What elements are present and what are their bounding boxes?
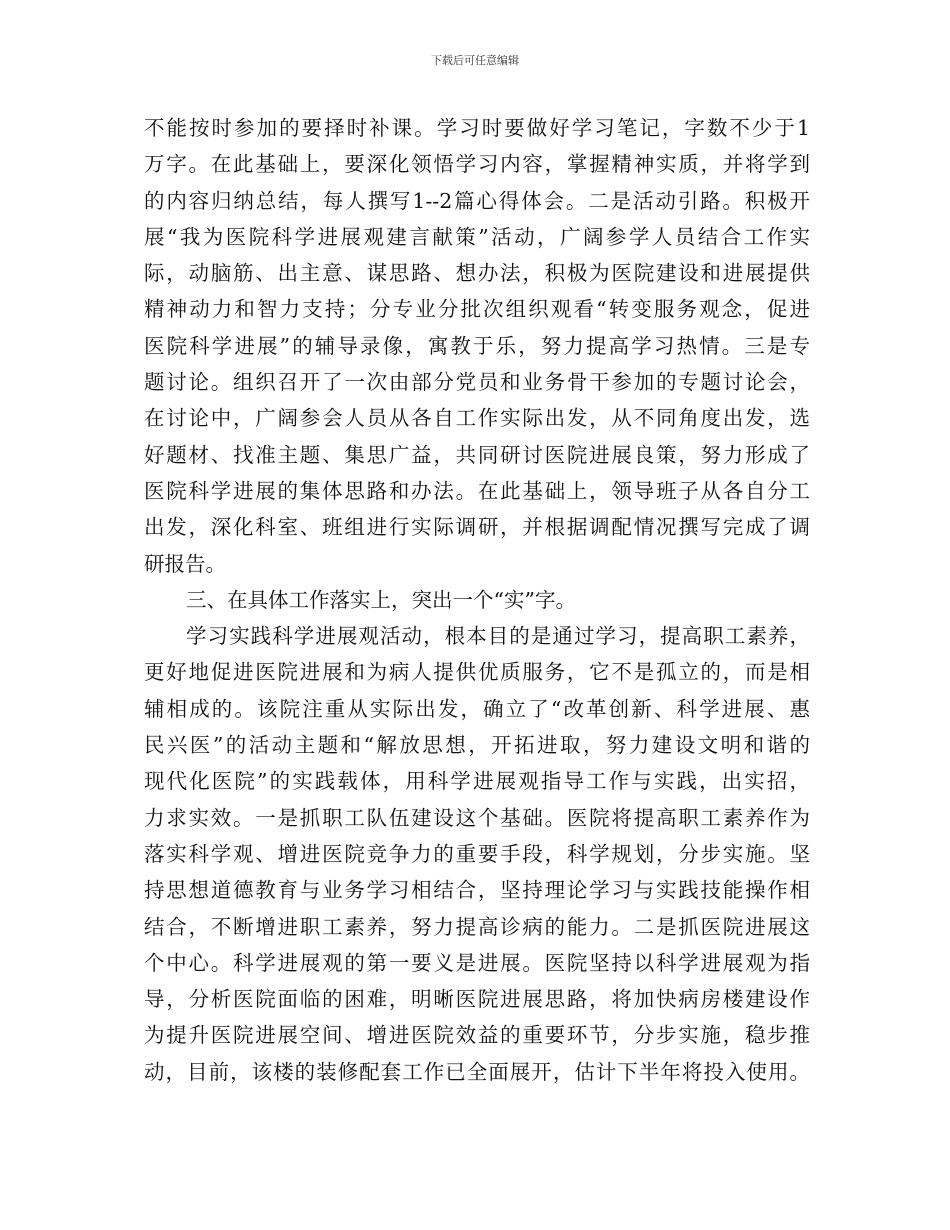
section-heading: 三、在具体工作落实上，突出一个“实”字。 (186, 587, 576, 612)
text-line: 辅相成的。该院注重从实际出发，确立了“改革创新、科学进展、惠 (144, 696, 810, 721)
text-line: 在讨论中，广阔参会人员从各自工作实际出发，从不同角度出发，选 (144, 406, 810, 431)
text-line: 学习实践科学进展观活动，根本目的是通过学习，提高职工素养， (186, 624, 810, 649)
text-line: 持思想道德教育与业务学习相结合，坚持理论学习与实践技能操作相 (144, 878, 810, 903)
text-line: 民兴医”的活动主题和“解放思想，开拓进取，努力建设文明和谐的 (144, 733, 810, 758)
text-line: 研报告。 (144, 551, 226, 576)
text-line: 医院科学进展的集体思路和办法。在此基础上，领导班子从各自分工 (144, 478, 810, 503)
text-line: 题讨论。组织召开了一次由部分党员和业务骨干参加的专题讨论会， (144, 370, 810, 395)
text-line: 万字。在此基础上，要深化领悟学习内容，掌握精神实质，并将学到 (144, 152, 810, 177)
text-line: 个中心。科学进展观的第一要义是进展。医院坚持以科学进展观为指 (144, 950, 810, 975)
text-line: 导，分析医院面临的困难，明晰医院进展思路，将加快病房楼建设作 (144, 987, 810, 1012)
page-header: 下载后可任意编辑 (431, 54, 519, 67)
text-line: 精神动力和智力支持；分专业分批次组织观看“转变服务观念，促进 (144, 297, 810, 322)
document-body (144, 110, 810, 1090)
text-line: 不能按时参加的要择时补课。学习时要做好学习笔记，字数不少于1 (144, 116, 810, 140)
text-line: 更好地促进医院进展和为病人提供优质服务，它不是孤立的，而是相 (144, 660, 810, 685)
text-line: 医院科学进展”的辅导录像，寓教于乐，努力提高学习热情。三是专 (144, 333, 810, 358)
text-line: 落实科学观、增进医院竞争力的重要手段，科学规划，分步实施。坚 (144, 841, 810, 866)
text-line: 力求实效。一是抓职工队伍建设这个基础。医院将提高职工素养作为 (144, 805, 810, 830)
text-line: 现代化医院”的实践载体，用科学进展观指导工作与实践，出实招， (144, 769, 810, 794)
text-line: 动，目前，该楼的装修配套工作已全面展开，估计下半年将投入使用。 (144, 1059, 810, 1084)
text-line: 展“我为医院科学进展观建言献策”活动，广阔参学人员结合工作实 (144, 224, 810, 249)
text-line: 结合，不断增进职工素养，努力提高诊病的能力。二是抓医院进展这 (144, 914, 810, 939)
text-line: 出发，深化科室、班组进行实际调研，并根据调配情况撰写完成了调 (144, 515, 810, 540)
text-line: 为提升医院进展空间、增进医院效益的重要环节，分步实施，稳步推 (144, 1023, 810, 1048)
text-line: 际，动脑筋、出主意、谋思路、想办法，积极为医院建设和进展提供 (144, 261, 810, 286)
text-line: 的内容归纳总结，每人撰写1--2篇心得体会。二是活动引路。积极开 (144, 188, 810, 213)
text-line: 好题材、找准主题、集思广益，共同研讨医院进展良策，努力形成了 (144, 442, 810, 467)
